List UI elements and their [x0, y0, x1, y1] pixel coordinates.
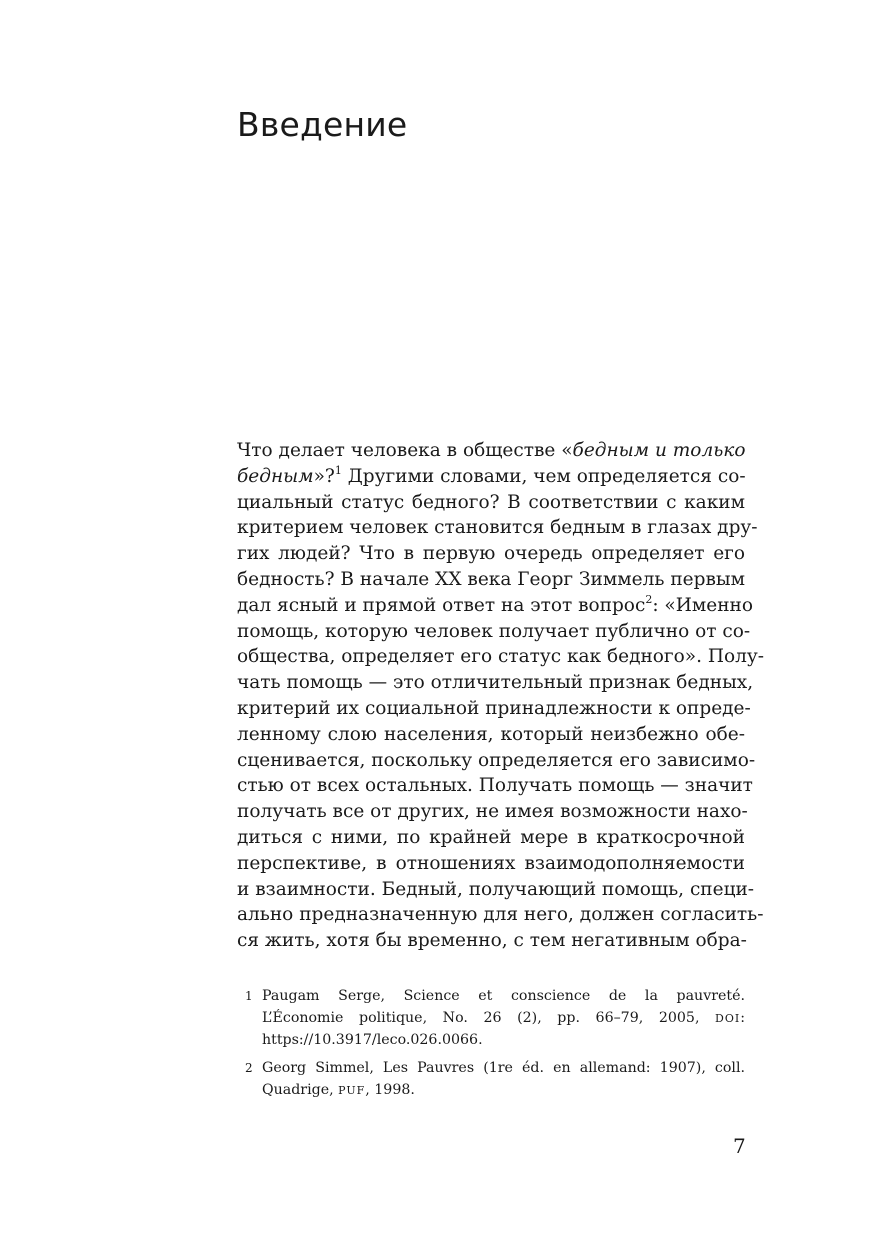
chapter-title: Введение [237, 105, 408, 144]
text-line: стью от всех остальных. Получать помощь — значит [237, 775, 753, 797]
doi-link[interactable]: https://10.3917/leco.026.0066. [262, 1032, 483, 1048]
footnote-2 [245, 1057, 745, 1101]
footnote-line: Paugam Serge, Science et conscience de la pauvreté. [262, 988, 745, 1004]
doi-label: DOI [715, 1012, 741, 1025]
text-line: чать помощь — это отличительный признак бедных, [237, 672, 754, 694]
text-span: : [740, 1010, 745, 1026]
text-span: Quadrige, [262, 1082, 339, 1098]
text-line: диться с ними, по крайней мере в краткосрочной [237, 826, 745, 848]
footnotes [245, 985, 745, 1107]
body-paragraph [237, 438, 765, 954]
text-span: »? [313, 465, 335, 487]
page-number: 7 [733, 1134, 746, 1158]
text-line: ся жить, хотя бы временно, с тем негативным обра- [237, 930, 747, 952]
text-line: критерием человек становится бедным в глазах дру- [237, 517, 758, 539]
text-line: помощь, которую человек получает публично от со- [237, 620, 751, 642]
text-line [237, 464, 745, 490]
text-span: L’Économie politique, No. 26 (2), pp. 66–79, 2005, [262, 1010, 716, 1026]
italic-span: бедным [237, 465, 314, 487]
footnote-1 [245, 985, 745, 1051]
text-span: , 1998. [365, 1082, 415, 1098]
text-line: циальный статус бедного? В соответствии с каким [237, 491, 745, 513]
footnote-line: Georg Simmel, Les Pauvres (1re éd. en allemand: 1907), coll. [262, 1060, 745, 1076]
text-line: общества, определяет его статус как бедного». Полу- [237, 646, 765, 668]
footnote-number: 1 [245, 989, 253, 1003]
text-line: перспективе, в отношениях взаимодополняемости [237, 852, 745, 874]
footnote-ref-2[interactable]: 2 [645, 592, 653, 606]
footnote-ref-1[interactable]: 1 [334, 463, 342, 477]
text-line: получать все от других, не имея возможности нахо- [237, 801, 748, 823]
text-span: : «Именно [652, 594, 754, 616]
text-line: гих людей? Что в первую очередь определяет его [237, 543, 745, 565]
text-line [237, 438, 745, 464]
footnote-number: 2 [245, 1061, 253, 1075]
italic-span: бедным и только [572, 440, 746, 461]
text-line: бедность? В начале XX века Георг Зиммель первым [237, 568, 745, 590]
text-line: ленному слою населения, который неизбежно обе- [237, 723, 745, 745]
text-span: Что делает человека в обществе « [237, 440, 573, 461]
text-span: дал ясный и прямой ответ на этот вопрос [237, 594, 646, 616]
text-line: ально предназначенную для него, должен согласить- [237, 904, 764, 926]
text-line [237, 592, 754, 619]
footnote-line [262, 1007, 745, 1029]
publisher-label: PUF [338, 1084, 366, 1097]
text-line: сценивается, поскольку определяется его зависимо- [237, 749, 756, 771]
text-span: Другими словами, чем определяется со- [341, 465, 746, 487]
footnote-line [262, 1079, 745, 1101]
text-line: критерий их социальной принадлежности к опреде- [237, 697, 751, 719]
text-line: и взаимности. Бедный, получающий помощь, специ- [237, 878, 755, 900]
